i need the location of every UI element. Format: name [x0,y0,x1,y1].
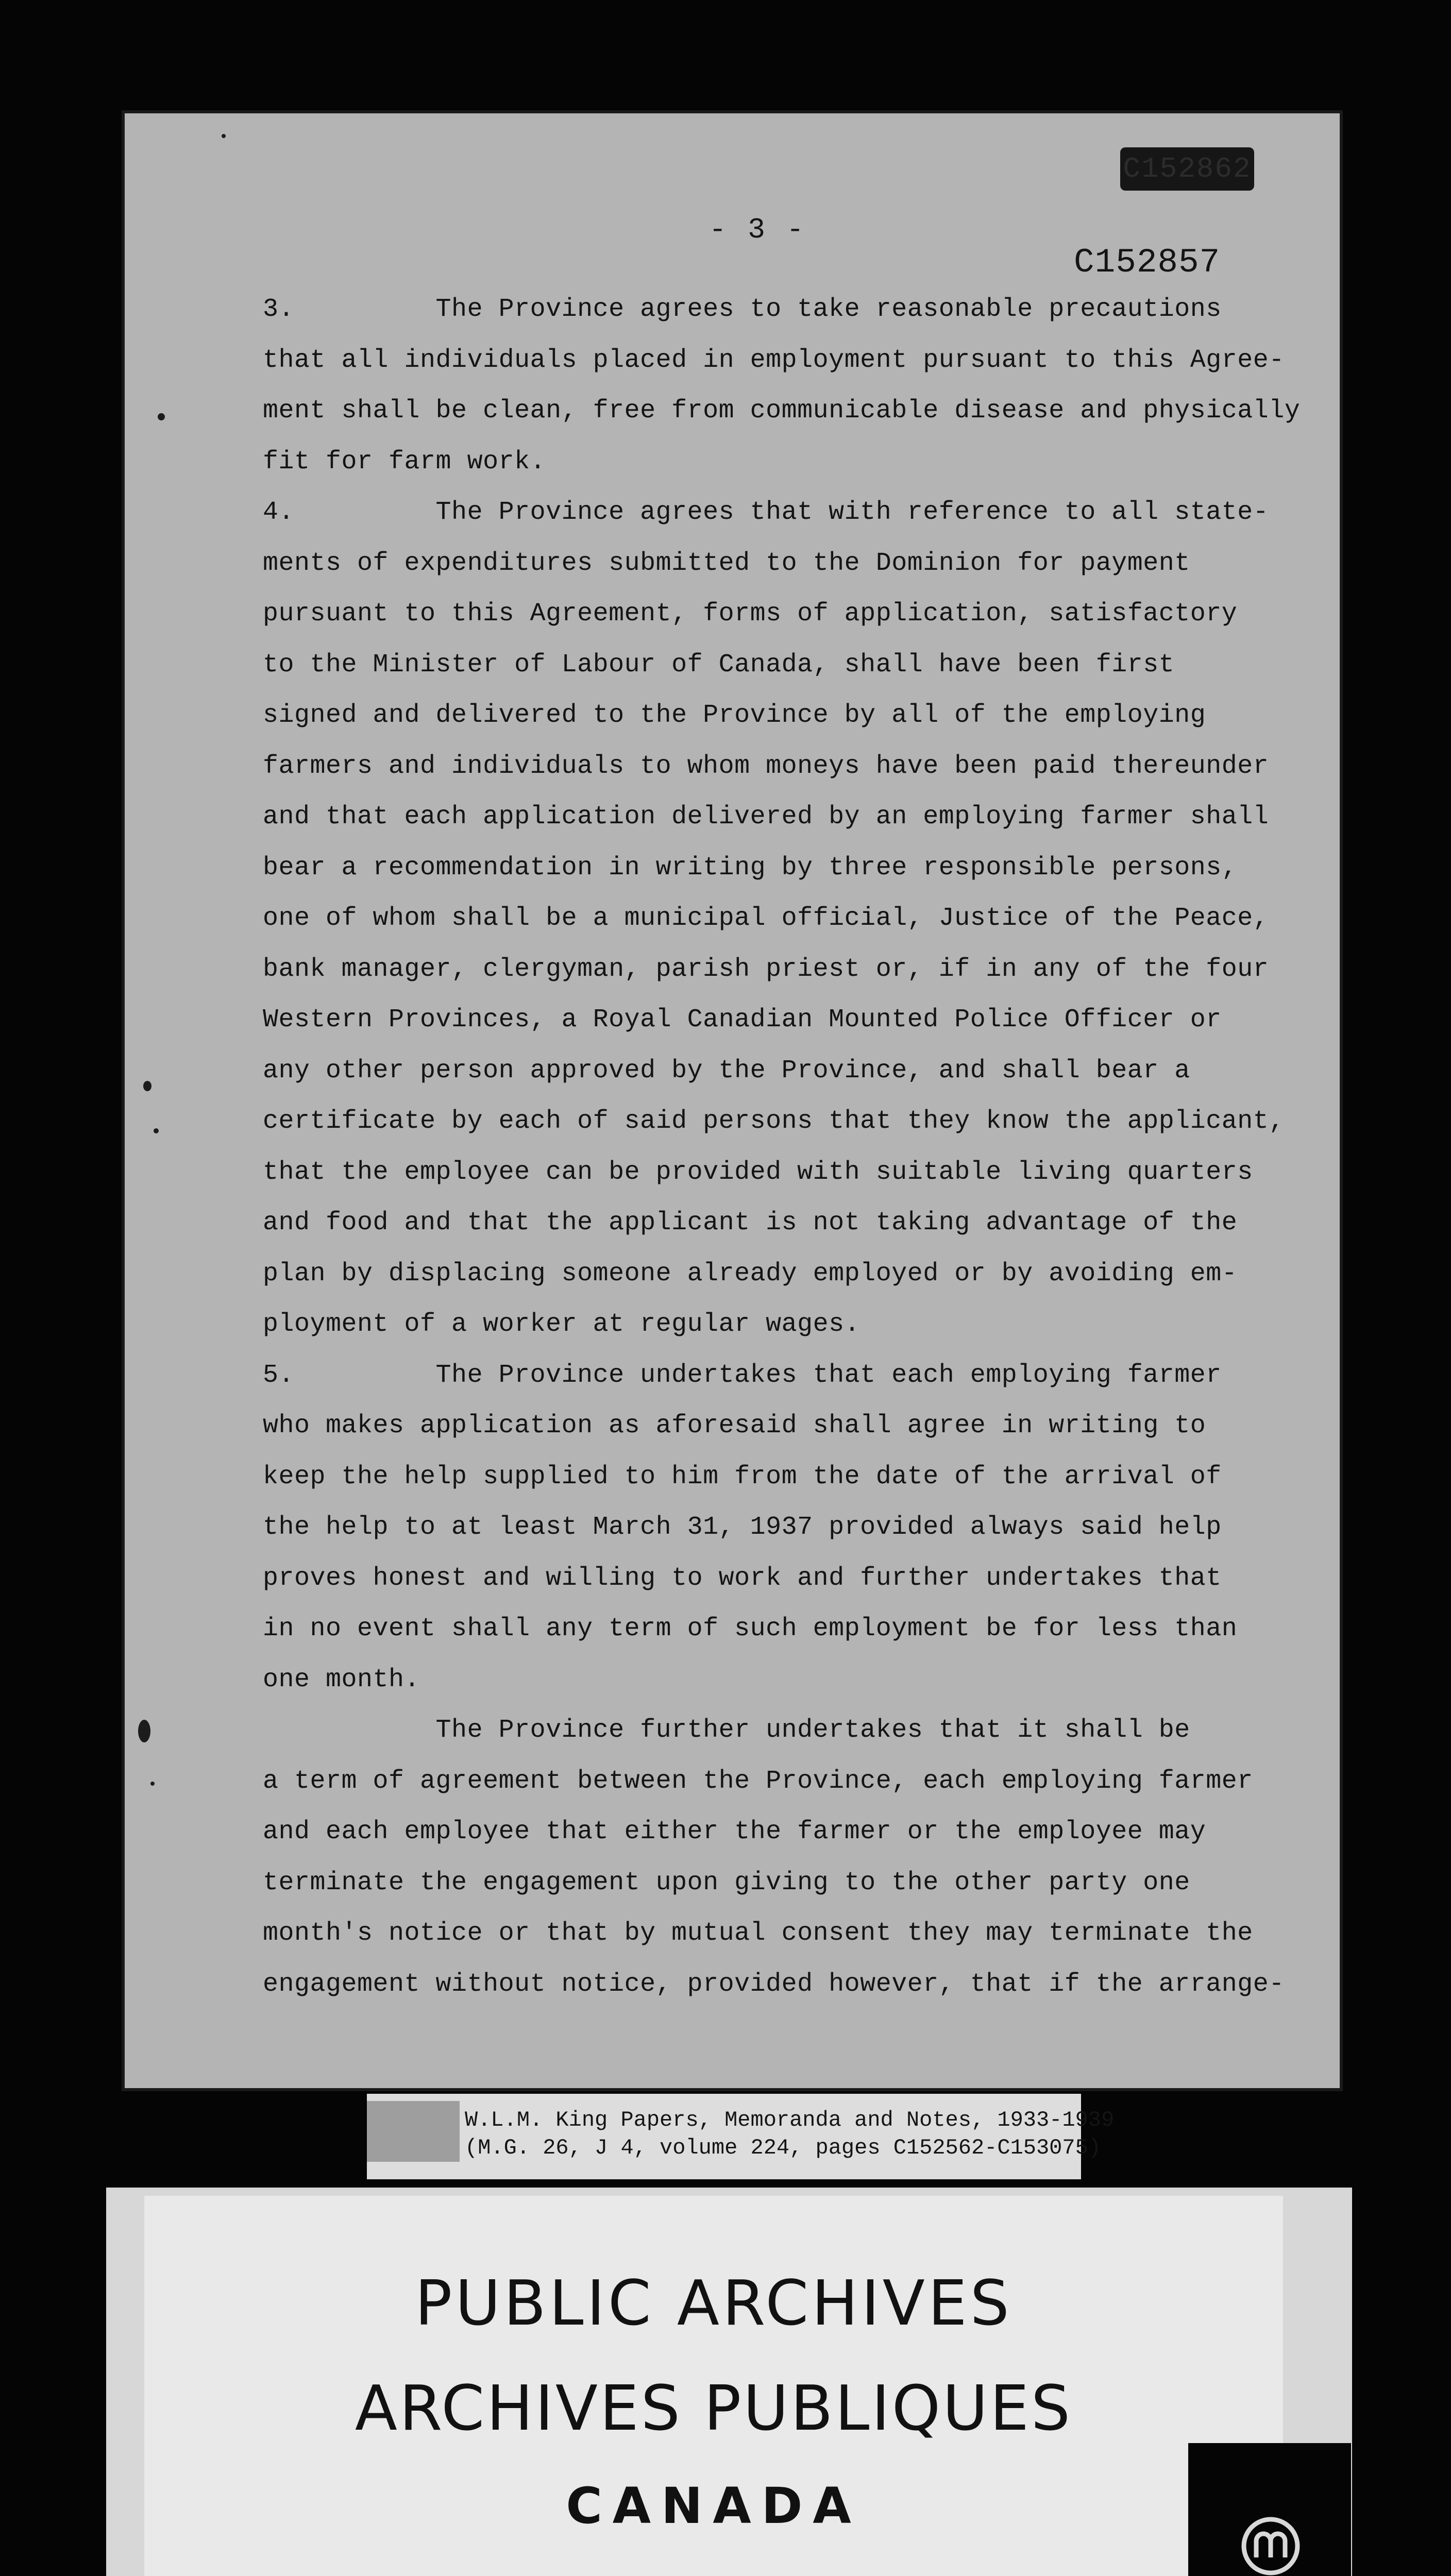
margin-speck [154,1128,159,1133]
stamp-blot [367,2101,460,2162]
crossed-stamp-text: C152862 [1123,152,1252,185]
text-line: a term of agreement between the Province, each employing farmer [263,1766,1253,1796]
archive-label-line-1: PUBLIC ARCHIVES [415,2268,1013,2340]
citation-text [465,2106,1114,2162]
text-line: who makes application as aforesaid shall agree in writing to [263,1411,1206,1440]
text-line: fit for farm work. [263,447,546,477]
text-line: farmers and individuals to whom moneys have been paid thereunder [263,751,1269,781]
citation-strip [367,2094,1115,2179]
text-line: to the Minister of Labour of Canada, shall have been first [263,650,1175,680]
document-stamp-number: C152857 [1074,243,1221,282]
text-line: signed and delivered to the Province by all of the employing [263,701,1206,730]
text-line: ments of expenditures submitted to the Dominion for payment [263,548,1190,578]
margin-speck [222,134,226,138]
archive-label-inner [144,2196,1283,2576]
text-line: terminate the engagement upon giving to the other party one [263,1868,1190,1897]
text-line: and that each application delivered by an employing farmer shall [263,802,1269,832]
text-line: that the employee can be provided with suitable living quarters [263,1157,1253,1187]
text-line: ployment of a worker at regular wages. [263,1310,861,1339]
crossed-out-stamp [1120,147,1254,191]
page-number: - 3 - [709,213,806,246]
citation-line-2: (M.G. 26, J 4, volume 224, pages C152562-C153075) [465,2136,1102,2160]
text-line: any other person approved by the Province, and shall bear a [263,1056,1190,1086]
text-line: month's notice or that by mutual consent they may terminate the [263,1919,1253,1948]
text-line: bear a recommendation in writing by three responsible persons, [263,853,1238,883]
typed-body [263,284,1386,2010]
text-line: and each employee that either the farmer or the employee may [263,1817,1206,1846]
text-line: ment shall be clean, free from communicable disease and physically [263,396,1301,426]
text-line: that all individuals placed in employment pursuant to this Agree- [263,345,1285,375]
text-line: pursuant to this Agreement, forms of application, satisfactory [263,599,1238,629]
archive-label-card [106,2188,1352,2576]
text-line: in no event shall any term of such employment be for less than [263,1614,1238,1643]
text-line: Western Provinces, a Royal Canadian Mounted Police Officer or [263,1005,1222,1035]
text-line: plan by displacing someone already employed or by avoiding em- [263,1259,1238,1289]
archive-label-line-3: CANADA [566,2477,862,2535]
text-line: one of whom shall be a municipal official, Justice of the Peace, [263,904,1269,933]
text-line: one month. [263,1665,420,1694]
archive-label-line-2: ARCHIVES PUBLIQUES [355,2373,1073,2445]
typed-page [122,110,1343,2091]
text-line: proves honest and willing to work and further undertakes that [263,1563,1222,1593]
text-line: 4. The Province agrees that with reference to all state- [263,498,1269,527]
margin-speck [158,413,165,420]
archives-canada-logo-icon [1239,2514,1303,2576]
text-line: 3. The Province agrees to take reasonable precautions [263,295,1222,324]
text-line: The Province further undertakes that it shall be [263,1716,1190,1745]
text-line: certificate by each of said persons that they know the applicant, [263,1107,1285,1136]
text-line: bank manager, clergyman, parish priest or, if in any of the four [263,954,1269,984]
margin-speck [138,1720,150,1742]
text-line: engagement without notice, provided however, that if the arrange- [263,1969,1285,1999]
citation-line-1: W.L.M. King Papers, Memoranda and Notes, 1933-1939 [465,2108,1115,2132]
text-line: keep the help supplied to him from the date of the arrival of [263,1462,1222,1492]
text-line: and food and that the applicant is not taking advantage of the [263,1208,1238,1238]
margin-speck [150,1782,155,1786]
text-line: the help to at least March 31, 1937 provided always said help [263,1513,1222,1542]
margin-speck [143,1081,151,1091]
text-line: 5. The Province undertakes that each employing farmer [263,1360,1222,1390]
